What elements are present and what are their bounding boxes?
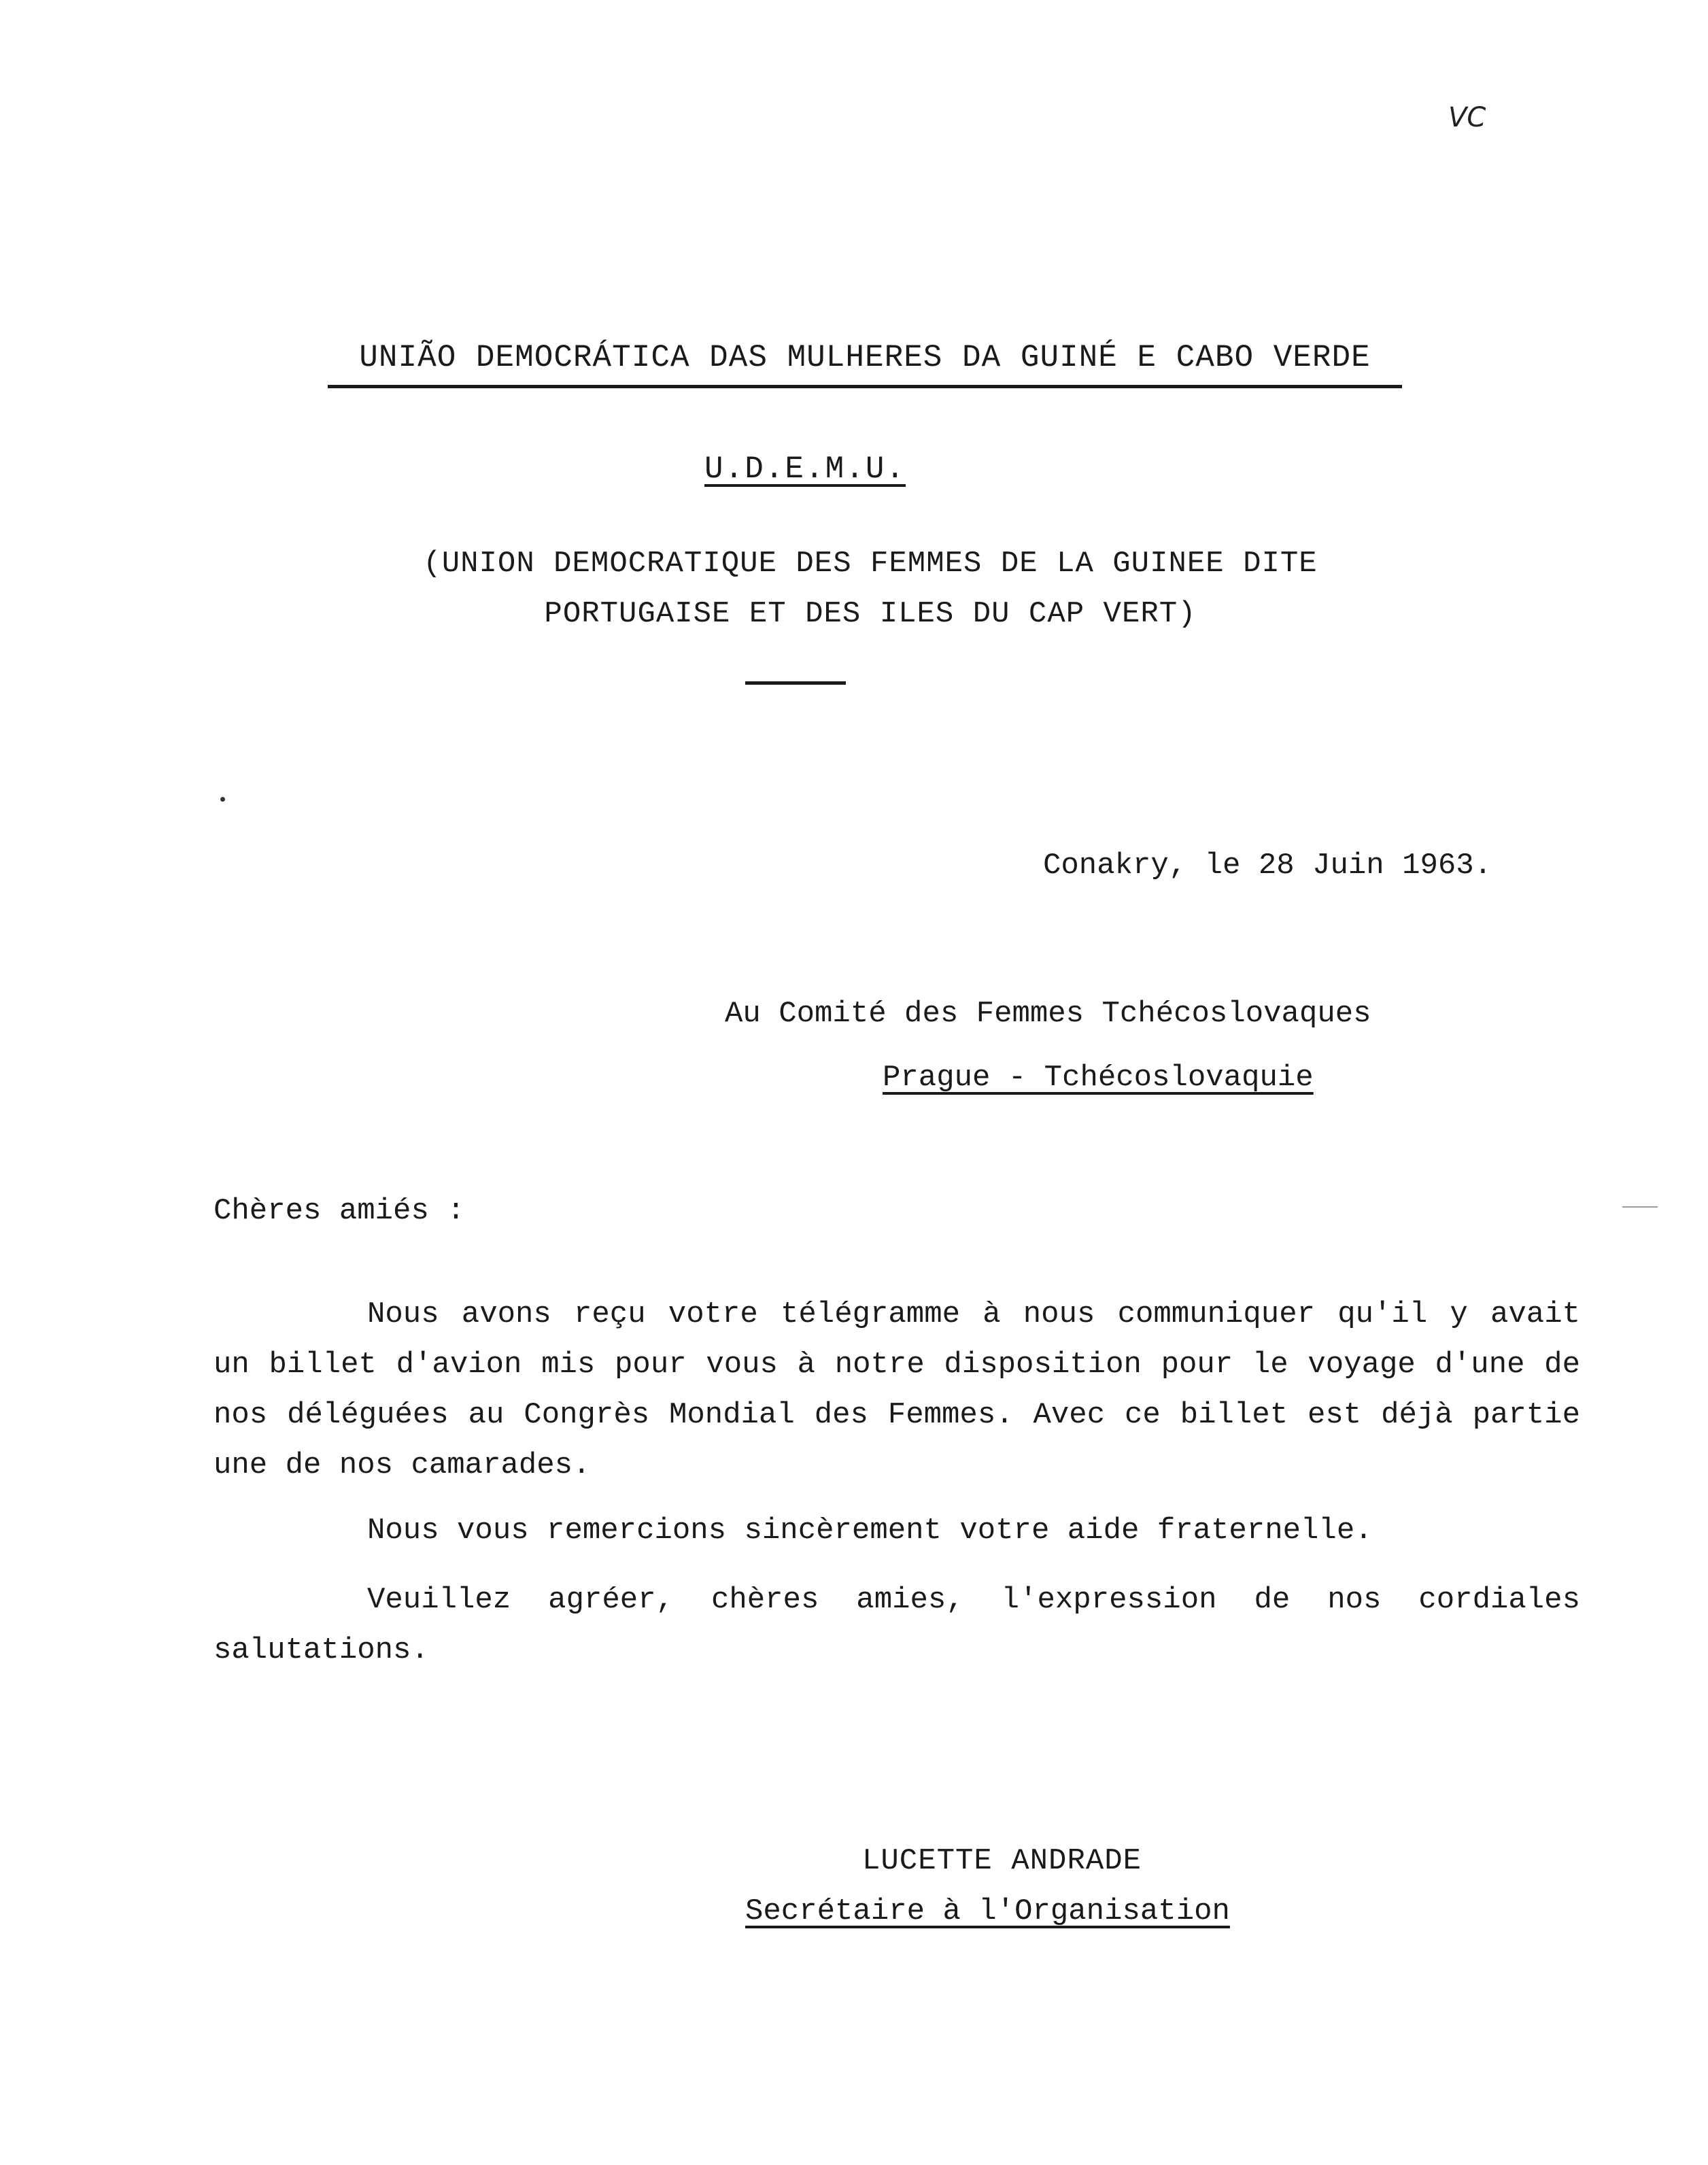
body-paragraph: Nous vous remercions sincèrement votre aide fraternelle. xyxy=(367,1514,1373,1548)
salutation: Chères amiés : xyxy=(214,1194,465,1228)
margin-mark xyxy=(1622,1206,1658,1208)
signatory-title: Secrétaire à l'Organisation xyxy=(745,1894,1230,1928)
recipient-place: Prague - Tchécoslovaquie xyxy=(883,1061,1314,1095)
organization-acronym: U.D.E.M.U. xyxy=(704,451,906,487)
body-paragraph: Nous avons reçu votre télégramme à nous communiquer qu'il y avait un billet d'avion mis pour vous à notre disposition pour le voyage d'une de nos déléguées au Congrès Mondial des Femmes. Avec ce billet est déjà partie une de nos camarades. xyxy=(214,1297,1580,1482)
date-line: Conakry, le 28 Juin 1963. xyxy=(1043,849,1492,883)
recipient-addressee: Au Comité des Femmes Tchécoslovaques xyxy=(725,997,1371,1031)
french-name-line-1: (UNION DEMOCRATIQUE DES FEMMES DE LA GUINEE DITE xyxy=(423,547,1318,581)
paper-speck xyxy=(220,797,225,802)
organization-title: UNIÃO DEMOCRÁTICA DAS MULHERES DA GUINÉ E CABO VERDE xyxy=(359,340,1371,375)
corner-handwritten-mark: VC xyxy=(1448,102,1486,133)
french-name-line-2: PORTUGAISE ET DES ILES DU CAP VERT) xyxy=(544,597,1197,631)
title-underline-rule xyxy=(328,385,1402,388)
signatory-name: LUCETTE ANDRADE xyxy=(862,1844,1142,1878)
body-paragraph: Veuillez agréer, chères amies, l'expression de nos cordiales salutations. xyxy=(214,1583,1580,1667)
letterhead-separator xyxy=(745,681,846,685)
